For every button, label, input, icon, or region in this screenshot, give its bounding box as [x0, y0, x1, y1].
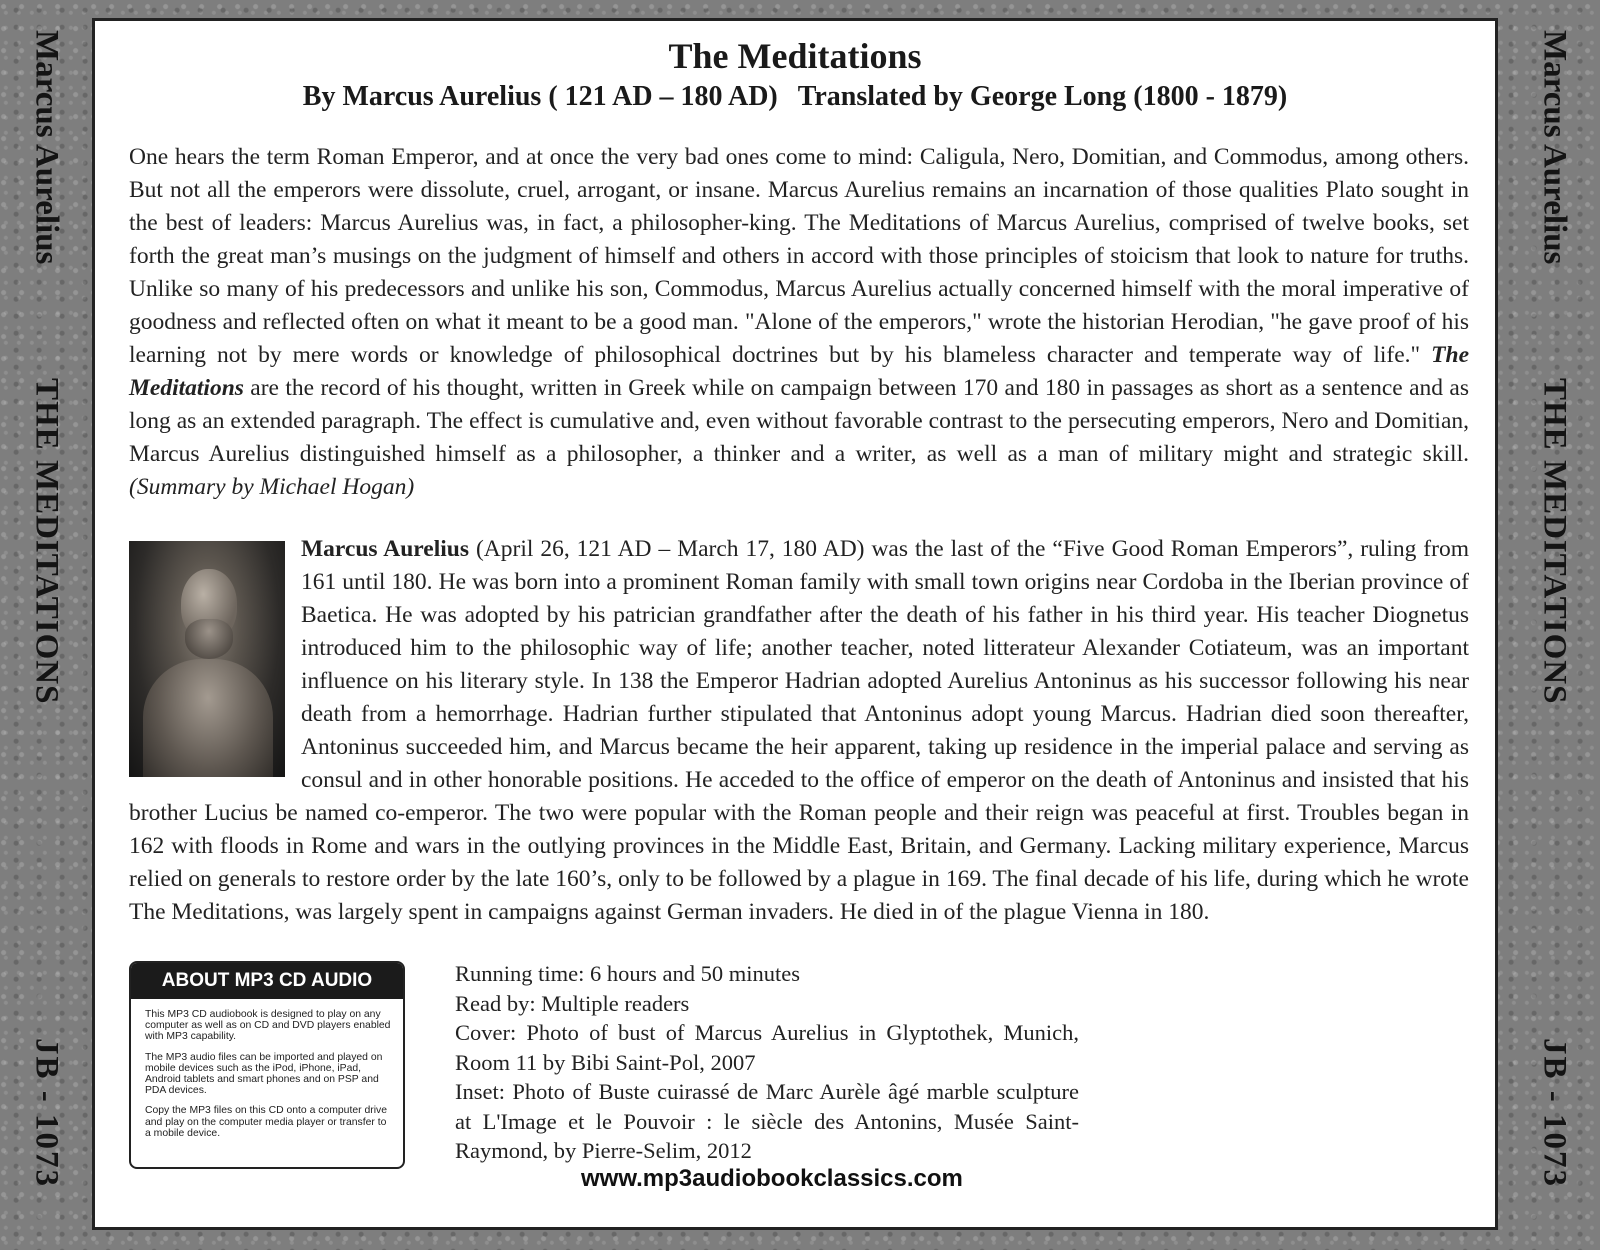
mp3-paragraph: The MP3 audio files can be imported and played on mobile devices such as the iPod, iPhone, iPad, Android tablets and smart phones and on PSP and PDA devices.	[145, 1051, 383, 1097]
spine-title: THE MEDITATIONS	[1536, 378, 1573, 705]
book-title: The Meditations	[668, 36, 922, 76]
cover-credit: Cover: Photo of bust of Marcus Aurelius in Glyptothek, Munich, Room 11 by Bibi Saint-Pol, 2007	[455, 1020, 1079, 1075]
inset-credit: Inset: Photo of Buste cuirassé de Marc Aurèle âgé marble sculpture at L'Image et le Pouvoir : le siècle des Antonins, Musée Saint-Raymond, by Pierre-Selim, 2012	[455, 1079, 1079, 1163]
byline	[95, 81, 1495, 113]
summary-paragraph	[129, 141, 1469, 504]
translator-line: Translated by George Long (1800 - 1879)	[797, 81, 1288, 112]
read-by: Read by: Multiple readers	[455, 990, 690, 1016]
summary-emphasis: The Meditations	[129, 342, 1469, 401]
left-spine	[0, 0, 92, 1250]
spine-title: THE MEDITATIONS	[28, 378, 65, 705]
summary-text-part1: One hears the term Roman Emperor, and at once the very bad ones come to mind: Caligula, Nero, Domitian, and Commodus, among others. But not all the emperors were dissolute, cruel, arrogant, or insane. Marcus Aurelius remains an incarnation of those qualities Plato sought in the best of leaders: Marcus Aurelius was, in fact, a philosopher-king. The Meditations of Marcus Aurelius, comprised of twelve books, set forth the great man’s musings on the judgment of himself and others in accord with those principles of stoicism that look to nature for truths. Unlike so many of his predecessors and unlike his son, Commodus, Marcus Aurelius actually concerned himself with the moral imperative of goodness and reflected often on what it meant to be a good man. "Alone of the emperors," wrote the historian Herodian, "he gave proof of his learning not by mere words or knowledge of philosophical doctrines but by his blameless character and temperate way of life."	[129, 144, 1469, 368]
spine-author: Marcus Aurelius	[28, 30, 65, 265]
website-link[interactable]: www.mp3audiobookclassics.com	[581, 1165, 963, 1192]
biography-paragraph	[129, 533, 1469, 929]
mp3-paragraph: This MP3 CD audiobook is designed to play on any computer as well as on CD and DVD players enabled with MP3 capability.	[145, 1009, 391, 1043]
spine-author: Marcus Aurelius	[1536, 30, 1573, 265]
summary-credit: (Summary by Michael Hogan)	[129, 474, 415, 500]
summary-text-part2: are the record of his thought, written in Greek while on campaign between 170 and 180 in passages as short as a sentence and as long as an extended paragraph. The effect is cumulative and, even without favorable contrast to the persecuting emperors, Nero and Domitian, Marcus Aurelius distinguished himself as a philosopher, a thinker and a writer, as well as a man of military might and strategic skill.	[129, 375, 1469, 467]
author-line: By Marcus Aurelius ( 121 AD – 180 AD)	[302, 81, 778, 112]
running-time: Running time: 6 hours and 50 minutes	[455, 961, 800, 986]
right-spine	[1508, 0, 1600, 1250]
back-cover-panel	[92, 18, 1498, 1230]
mp3-box-heading: ABOUT MP3 CD AUDIO	[131, 963, 403, 999]
bio-text: (April 26, 121 AD – March 17, 180 AD) was the last of the “Five Good Roman Emperors”, ruling from 161 until 180. He was born into a prominent Roman family with small town origins near Cordoba in the Iberian province of Baetica. He was adopted by his patrician grandfather after the death of his father in his third year. His teacher Diognetus introduced him to the philosophic way of life; another teacher, noted litterateur Alexander Cotiateum, was an important influence on his literary style. In 138 the Emperor Hadrian adopted Aurelius Antoninus as his successor following his near death from a hemorrhage. Hadrian further stipulated that Antoninus adopt young Marcus. Hadrian died soon thereafter, Antoninus succeeded him, and Marcus became the heir apparent, taking up residence in the imperial palace and serving as consul and in other honorable positions. He acceded to the office of emperor on the death of Antoninus and insisted that his brother Lucius be named co-emperor. The two were popular with the Roman people and their reign was peaceful at first. Troubles began in 162 with floods in Rome and wars in the outlying provinces in the Middle East, Britain, and Germany. Lacking military experience, Marcus relied on generals to restore order by the late 160’s, only to be followed by a plague in 169. The final decade of his life, during which he wrote The Meditations, was largely spent in campaigns against German invaders. He died in of the plague Vienna in 180.	[129, 536, 1469, 925]
mp3-paragraph: Copy the MP3 files on this CD onto a computer drive and play on the computer media player or transfer to a mobile device.	[145, 1105, 387, 1139]
mp3-info-box	[129, 961, 405, 1169]
mp3-box-body	[131, 999, 403, 1154]
bust-photo	[129, 541, 285, 777]
spine-catalog-code: JB - 1073	[28, 1038, 65, 1188]
spine-catalog-code: JB - 1073	[1536, 1038, 1573, 1188]
bio-name: Marcus Aurelius	[301, 536, 469, 562]
production-credits	[455, 959, 1079, 1166]
